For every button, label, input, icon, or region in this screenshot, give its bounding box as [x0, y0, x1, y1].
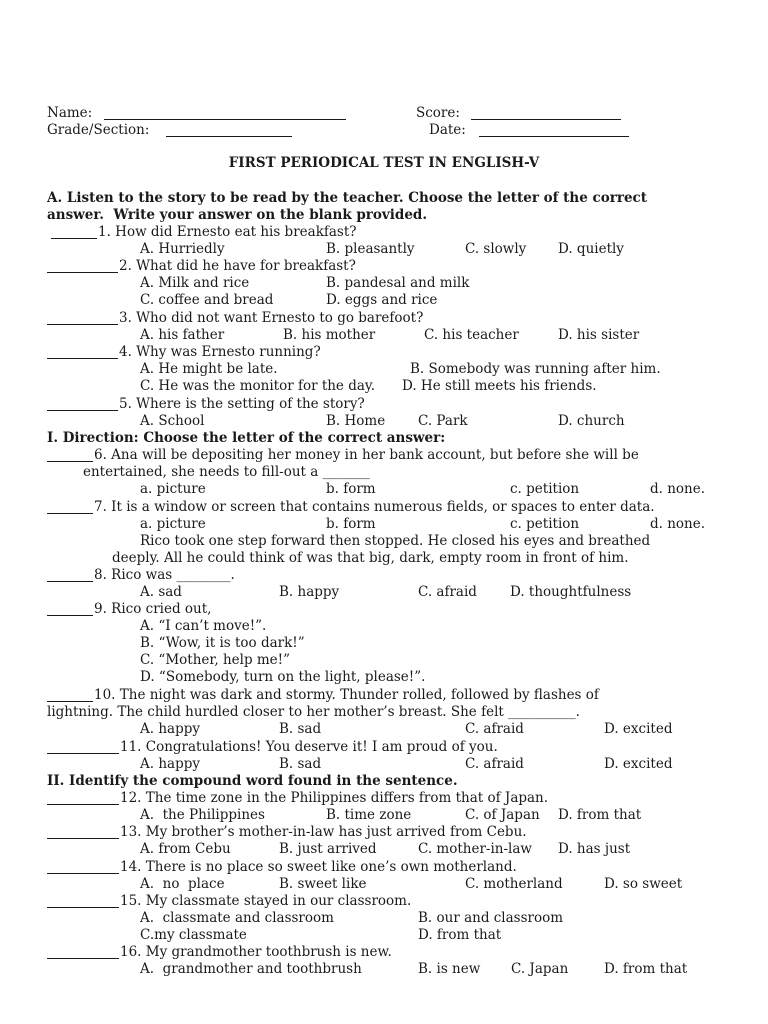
q9-option-c: C. “Mother, help me!” — [140, 652, 290, 668]
question-6-cont: entertained, she needs to fill-out a _______ — [83, 464, 370, 480]
q7-option-a: a. picture — [140, 516, 206, 532]
answer-blank-8[interactable] — [47, 581, 93, 582]
q1-option-d: D. quietly — [558, 241, 624, 257]
question-3: 3. Who did not want Ernesto to go barefoot? — [119, 310, 424, 326]
q14-option-a: A. no place — [140, 876, 225, 892]
q2-option-d: D. eggs and rice — [326, 292, 438, 308]
score-blank[interactable] — [471, 119, 621, 120]
answer-blank-10[interactable] — [47, 701, 93, 702]
question-5: 5. Where is the setting of the story? — [119, 396, 365, 412]
section-i-instruction: I. Direction: Choose the letter of the correct answer: — [47, 430, 446, 446]
question-6: 6. Ana will be depositing her money in her bank account, but before she will be — [94, 447, 639, 463]
q12-option-b: B. time zone — [326, 807, 412, 823]
q15-option-c: C.my classmate — [140, 927, 247, 943]
section-ii-instruction: II. Identify the compound word found in the sentence. — [47, 773, 458, 789]
answer-blank-4[interactable] — [47, 358, 118, 359]
q13-option-b: B. just arrived — [279, 841, 377, 857]
question-15: 15. My classmate stayed in our classroom. — [120, 893, 412, 909]
q12-option-d: D. from that — [558, 807, 642, 823]
q16-option-c: C. Japan — [511, 961, 569, 977]
question-14: 14. There is no place so sweet like one’s own motherland. — [120, 859, 517, 875]
answer-blank-5[interactable] — [47, 410, 118, 411]
q4-option-d: D. He still meets his friends. — [402, 378, 597, 394]
answer-blank-7[interactable] — [47, 513, 93, 514]
question-13: 13. My brother’s mother-in-law has just arrived from Cebu. — [120, 824, 527, 840]
q6-option-b: b. form — [326, 481, 376, 497]
grade-section-blank[interactable] — [166, 136, 292, 137]
q4-option-a: A. He might be late. — [140, 361, 278, 377]
score-label: Score: — [416, 105, 460, 121]
q5-option-b: B. Home — [326, 413, 386, 429]
answer-blank-14[interactable] — [47, 873, 119, 874]
q7-option-d: d. none. — [650, 516, 706, 532]
section-a-instruction-cont: answer. Write your answer on the blank provided. — [47, 207, 428, 223]
q5-option-c: C. Park — [418, 413, 468, 429]
q13-option-a: A. from Cebu — [140, 841, 231, 857]
q14-option-c: C. motherland — [465, 876, 563, 892]
answer-blank-15[interactable] — [47, 907, 119, 908]
q14-option-d: D. so sweet — [604, 876, 683, 892]
q2-option-b: B. pandesal and milk — [326, 275, 470, 291]
q9-option-b: B. “Wow, it is too dark!” — [140, 635, 305, 651]
q2-option-a: A. Milk and rice — [140, 275, 250, 291]
q9-option-a: A. “I can’t move!”. — [140, 618, 267, 634]
answer-blank-9[interactable] — [47, 615, 93, 616]
section-a-instruction: A. Listen to the story to be read by the teacher. Choose the letter of the correct — [47, 190, 647, 206]
q9-option-d: D. “Somebody, turn on the light, please!”. — [140, 669, 426, 685]
question-9: 9. Rico cried out, — [94, 601, 212, 617]
question-1: 1. How did Ernesto eat his breakfast? — [98, 224, 357, 240]
q3-option-d: D. his sister — [558, 327, 640, 343]
question-16: 16. My grandmother toothbrush is new. — [120, 944, 392, 960]
answer-blank-6[interactable] — [47, 461, 93, 462]
q16-option-b: B. is new — [418, 961, 481, 977]
q3-option-a: A. his father — [140, 327, 225, 343]
q3-option-c: C. his teacher — [424, 327, 519, 343]
q6-option-d: d. none. — [650, 481, 706, 497]
q12-option-a: A. the Philippines — [140, 807, 265, 823]
name-blank[interactable] — [104, 119, 346, 120]
q1-option-c: C. slowly — [465, 241, 527, 257]
page-title: FIRST PERIODICAL TEST IN ENGLISH-V — [228, 155, 540, 171]
question-4: 4. Why was Ernesto running? — [119, 344, 321, 360]
question-7: 7. It is a window or screen that contains numerous fields, or spaces to enter data. — [94, 499, 655, 515]
q7-option-b: b. form — [326, 516, 376, 532]
answer-blank-1[interactable] — [51, 238, 97, 239]
q8-option-c: C. afraid — [418, 584, 477, 600]
q1-option-b: B. pleasantly — [326, 241, 415, 257]
answer-blank-3[interactable] — [47, 324, 118, 325]
q10-option-d: D. excited — [604, 721, 673, 737]
question-10-cont: lightning. The child hurdled closer to her mother’s breast. She felt __________. — [47, 704, 580, 720]
q8-option-a: A. sad — [140, 584, 182, 600]
date-blank[interactable] — [479, 136, 629, 137]
answer-blank-11[interactable] — [47, 753, 119, 754]
grade-section-label: Grade/Section: — [47, 122, 150, 138]
q15-option-d: D. from that — [418, 927, 502, 943]
q3-option-b: B. his mother — [283, 327, 376, 343]
question-10: 10. The night was dark and stormy. Thunder rolled, followed by flashes of — [94, 687, 599, 703]
q5-option-d: D. church — [558, 413, 625, 429]
q15-option-a: A. classmate and classroom — [140, 910, 334, 926]
q5-option-a: A. School — [140, 413, 205, 429]
q11-option-c: C. afraid — [465, 756, 524, 772]
q16-option-d: D. from that — [604, 961, 688, 977]
name-label: Name: — [47, 105, 93, 121]
q4-option-b: B. Somebody was running after him. — [410, 361, 661, 377]
q6-option-a: a. picture — [140, 481, 206, 497]
q7-option-c: c. petition — [510, 516, 580, 532]
question-8: 8. Rico was ________. — [94, 567, 235, 583]
q11-option-b: B. sad — [279, 756, 322, 772]
q12-option-c: C. of Japan — [465, 807, 540, 823]
reading-passage-cont: deeply. All he could think of was that big, dark, empty room in front of him. — [112, 550, 629, 566]
answer-blank-12[interactable] — [47, 804, 119, 805]
answer-blank-16[interactable] — [47, 958, 119, 959]
reading-passage: Rico took one step forward then stopped. He closed his eyes and breathed — [140, 533, 651, 549]
q13-option-c: C. mother-in-law — [418, 841, 532, 857]
q13-option-d: D. has just — [558, 841, 631, 857]
q8-option-b: B. happy — [279, 584, 340, 600]
q8-option-d: D. thoughtfulness — [510, 584, 632, 600]
answer-blank-2[interactable] — [47, 272, 118, 273]
q16-option-a: A. grandmother and toothbrush — [140, 961, 362, 977]
q6-option-c: c. petition — [510, 481, 580, 497]
q11-option-d: D. excited — [604, 756, 673, 772]
question-11: 11. Congratulations! You deserve it! I am proud of you. — [120, 739, 498, 755]
q2-option-c: C. coffee and bread — [140, 292, 274, 308]
question-2: 2. What did he have for breakfast? — [119, 258, 356, 274]
q10-option-a: A. happy — [140, 721, 200, 737]
q14-option-b: B. sweet like — [279, 876, 367, 892]
q15-option-b: B. our and classroom — [418, 910, 564, 926]
q1-option-a: A. Hurriedly — [140, 241, 225, 257]
q10-option-c: C. afraid — [465, 721, 524, 737]
q11-option-a: A. happy — [140, 756, 200, 772]
question-12: 12. The time zone in the Philippines differs from that of Japan. — [120, 790, 549, 806]
date-label: Date: — [429, 122, 466, 138]
q10-option-b: B. sad — [279, 721, 322, 737]
q4-option-c: C. He was the monitor for the day. — [140, 378, 376, 394]
answer-blank-13[interactable] — [47, 838, 119, 839]
